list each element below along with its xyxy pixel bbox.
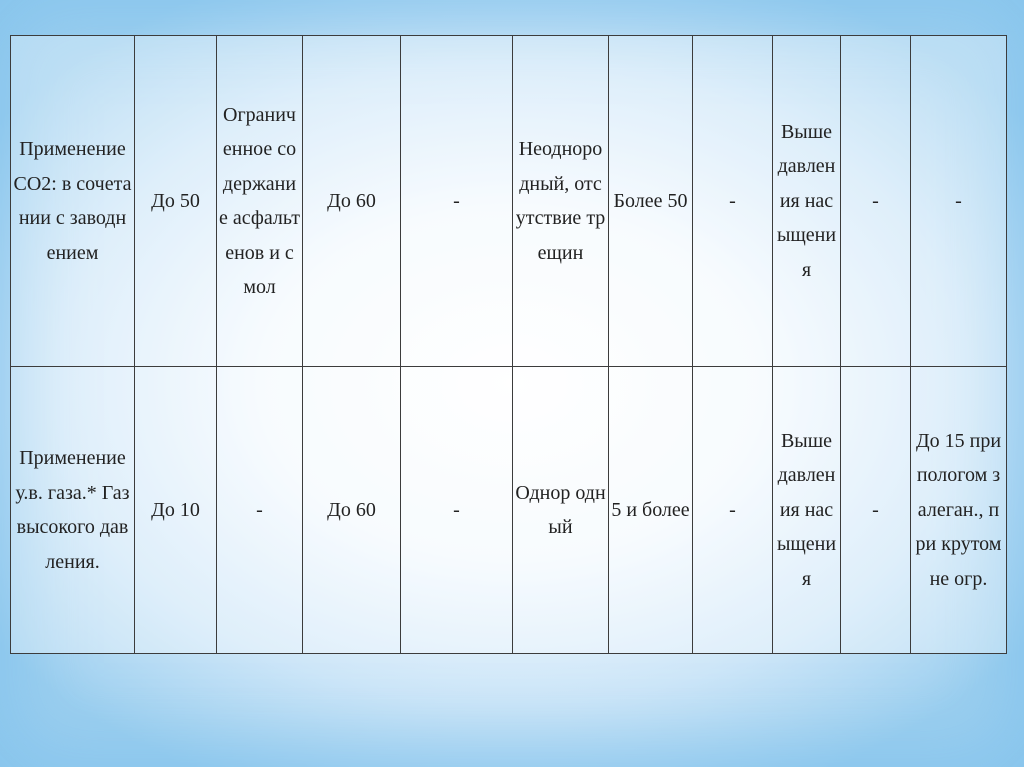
value-cell: - [693,367,773,654]
value-cell: До 60 [303,367,401,654]
bedding-cell: До 15 при пологом залеган., при крутом не огр. [911,367,1007,654]
bedding-cell: - [911,36,1007,367]
value-cell: - [841,367,911,654]
value-cell: 5 и более [609,367,693,654]
value-cell: Более 50 [609,36,693,367]
viscosity-cell: До 50 [135,36,217,367]
viscosity-cell: До 10 [135,367,217,654]
table-row [11,36,1007,367]
oil-composition-cell: Ограниченное содержание асфальтенов и смол [217,36,303,367]
pressure-cell: Выше давления насыщения [773,36,841,367]
value-cell: - [401,36,513,367]
reservoir-heterogeneity-cell: Неоднородный, отсутствие трещин [513,36,609,367]
methods-table [10,35,1007,654]
value-cell: - [401,367,513,654]
value-cell: - [693,36,773,367]
method-cell: Применение у.в. газа.* Газ высокого давления. [11,367,135,654]
pressure-cell: Выше давления насыщения [773,367,841,654]
method-cell: Применение CO2: в сочетании с заводнением [11,36,135,367]
reservoir-heterogeneity-cell: Однор одный [513,367,609,654]
value-cell: До 60 [303,36,401,367]
value-cell: - [841,36,911,367]
oil-composition-cell: - [217,367,303,654]
table-row [11,367,1007,654]
